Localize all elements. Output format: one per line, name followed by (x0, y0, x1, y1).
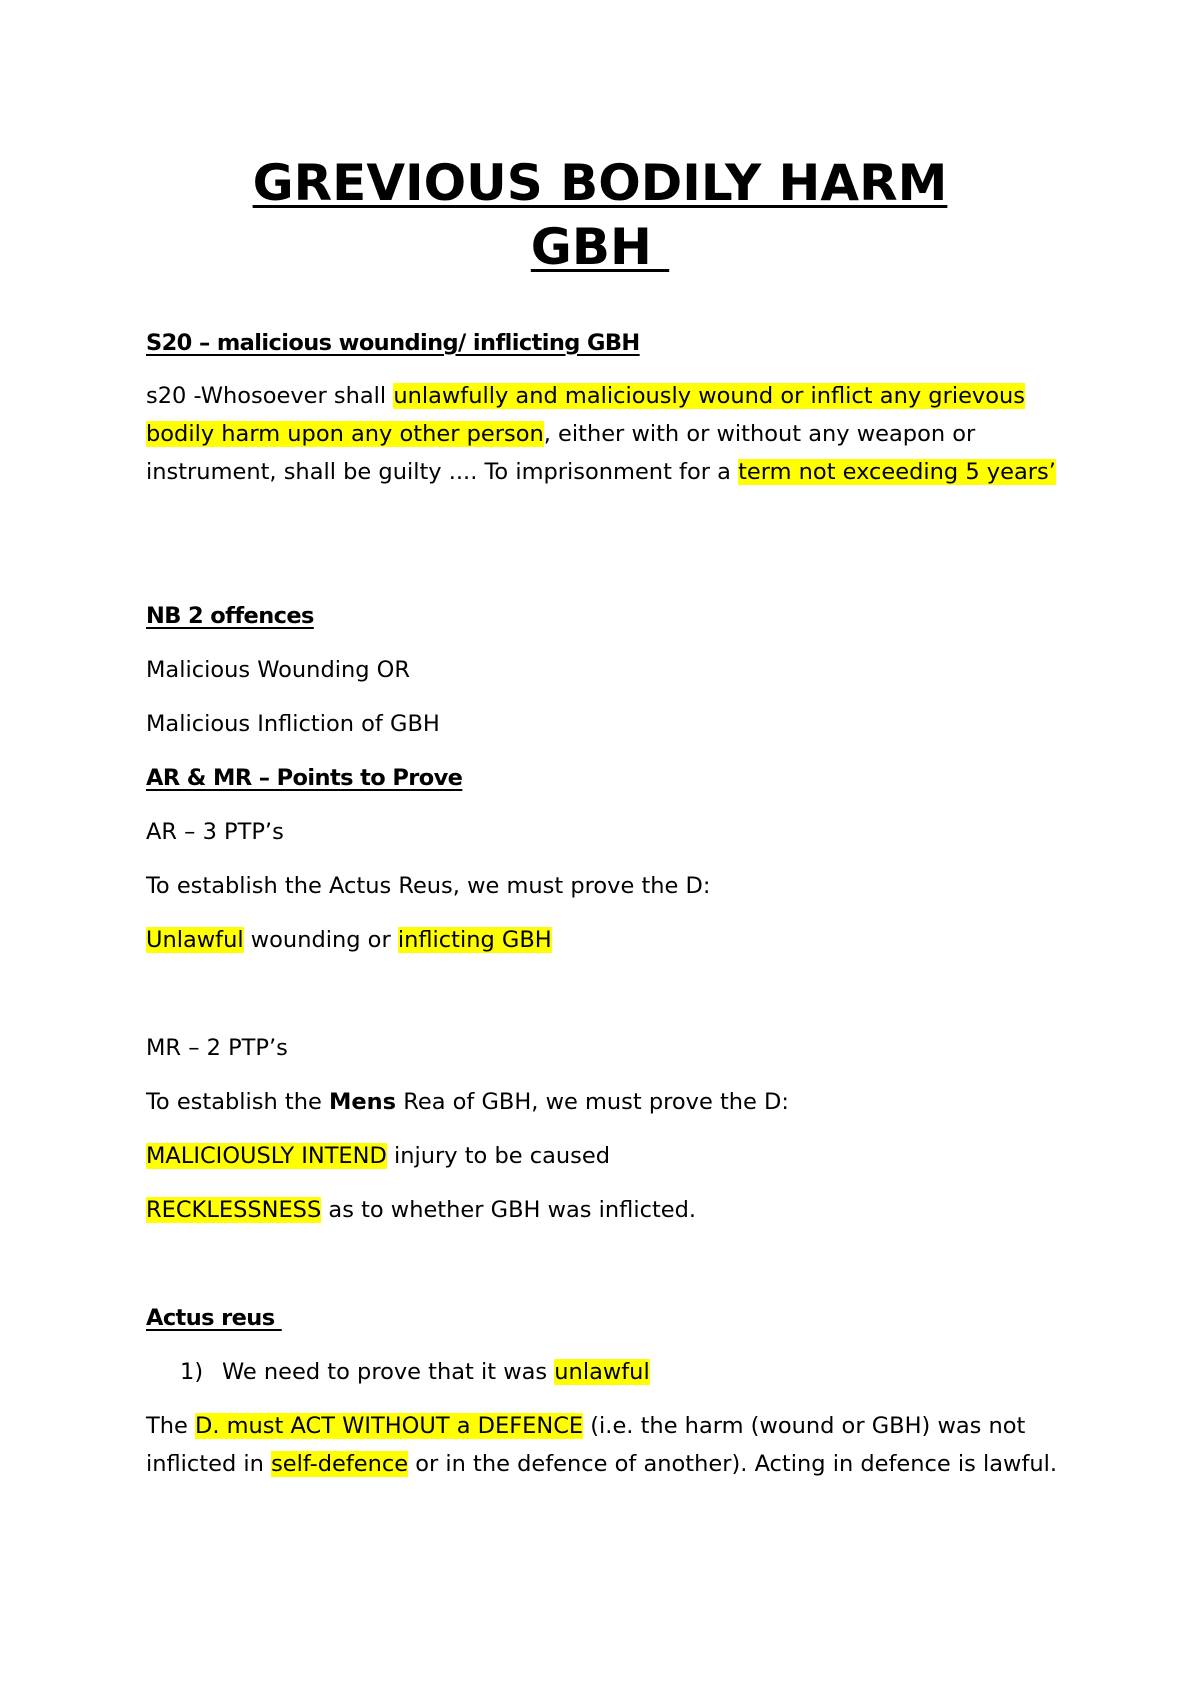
ar-point-highlight-1: Unlawful (146, 927, 244, 953)
offence-2: Malicious Infliction of GBH (146, 711, 440, 737)
mr-point-1-text: injury to be caused (386, 1143, 610, 1169)
s20-definition-paragraph (146, 377, 1066, 491)
defence-paragraph (146, 1407, 1066, 1483)
list-item-1-number: 1) (180, 1359, 204, 1385)
defence-text-3: or in the defence of another). Acting in defence is lawful. (408, 1451, 1058, 1477)
defence-text-1: The (146, 1413, 195, 1439)
mr-count: MR – 2 PTP’s (146, 1035, 288, 1061)
defence-highlight-2: self-defence (271, 1451, 409, 1477)
s20-highlight-1: unlawfully and maliciously wound or inflict any grievous bodily harm upon any other person (146, 383, 1025, 447)
mr-intro-text-1: To establish the (146, 1089, 330, 1115)
document-title-line-1: GREVIOUS BODILY HARM (252, 154, 948, 212)
mr-intro-text-2: Rea of GBH, we must prove the D: (396, 1089, 789, 1115)
s20-heading: S20 – malicious wounding/ inflicting GBH (146, 330, 640, 356)
ptp-heading: AR & MR – Points to Prove (146, 765, 463, 791)
mr-intro-bold: Mens (329, 1089, 397, 1115)
ar-point-highlight-2: inflicting GBH (397, 927, 552, 953)
ar-point (146, 921, 552, 959)
offence-1: Malicious Wounding OR (146, 657, 411, 683)
nb-heading: NB 2 offences (146, 603, 314, 629)
mr-intro (146, 1083, 789, 1121)
ar-point-text: wounding or (243, 927, 398, 953)
list-item-1-highlight: unlawful (554, 1359, 650, 1385)
defence-text-2: (i.e. the harm (wound or GBH) was not inflicted in (146, 1413, 1026, 1477)
mr-point-2-text: as to whether GBH was inflicted. (321, 1197, 697, 1223)
document-title-line-2: GBH (530, 218, 670, 276)
defence-highlight-1: D. must ACT WITHOUT a DEFENCE (195, 1413, 584, 1439)
ar-intro: To establish the Actus Reus, we must prove the D: (146, 873, 711, 899)
mr-point-1 (146, 1137, 610, 1175)
s20-text-1: s20 -Whosoever shall (146, 383, 394, 409)
mr-point-1-highlight: MALICIOUSLY INTEND (146, 1143, 387, 1169)
mr-point-2-highlight: RECKLESSNESS (146, 1197, 322, 1223)
s20-highlight-2: term not exceeding 5 years’ (738, 459, 1056, 485)
mr-point-2 (146, 1191, 696, 1229)
s20-text-2: , either with or without any weapon or instrument, shall be guilty .... To imprisonment for a (146, 421, 976, 485)
list-item-1-text: We need to prove that it was (222, 1359, 555, 1385)
actus-reus-heading: Actus reus (146, 1305, 282, 1331)
list-item-1 (146, 1353, 650, 1391)
ar-count: AR – 3 PTP’s (146, 819, 284, 845)
